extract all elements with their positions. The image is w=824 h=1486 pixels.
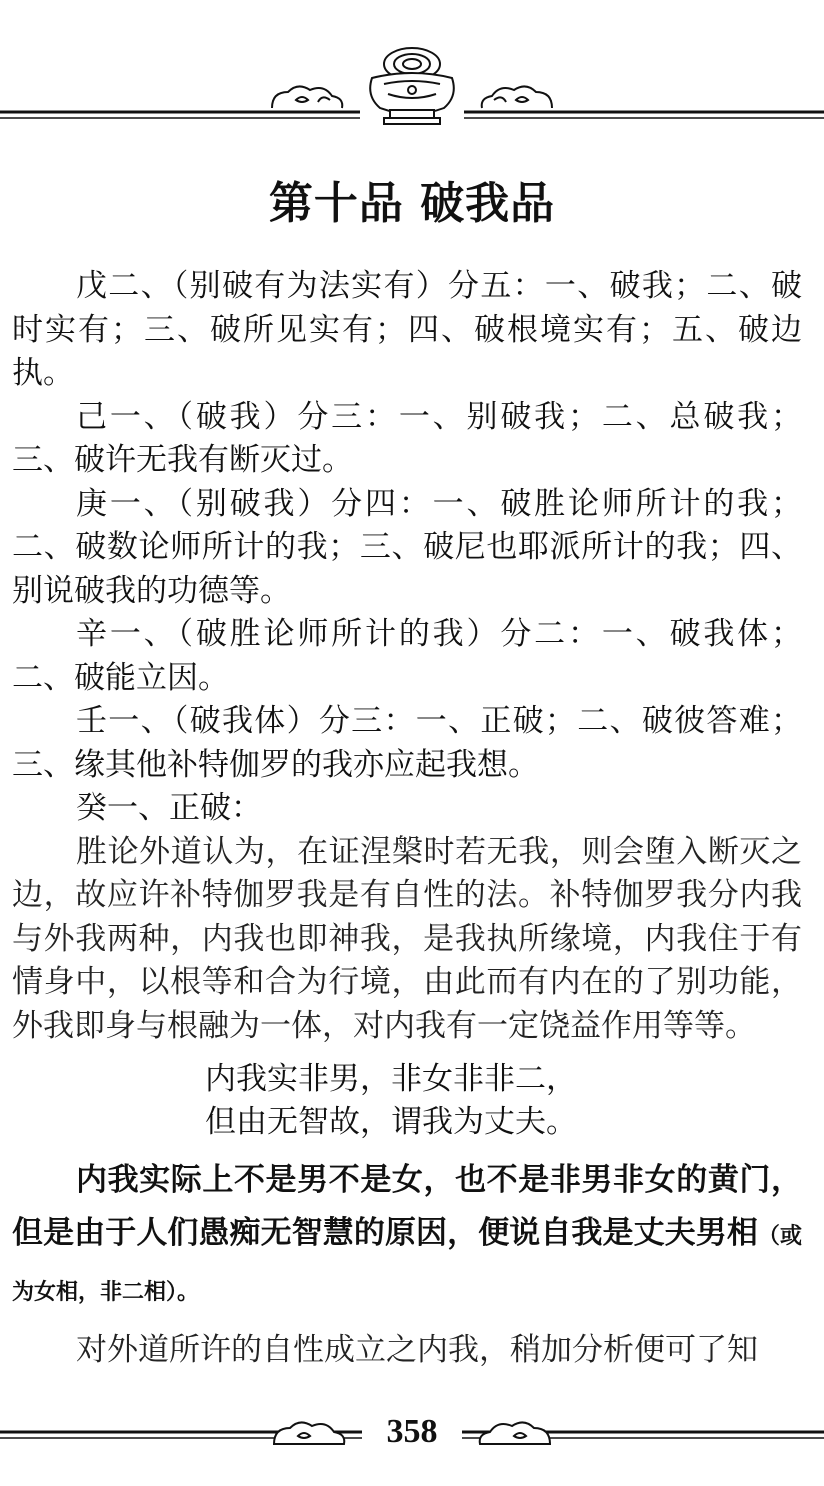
- footer-cloud-right-icon: [480, 1422, 550, 1444]
- outline-heading-4: 辛一、（破胜论师所计的我）分二：一、破我体；二、破能立因。: [12, 616, 802, 696]
- root-verse: [12, 1058, 802, 1144]
- verse-commentary: [12, 1154, 802, 1319]
- outline-heading-2: 己一、（破我）分三：一、别破我；二、总破我；三、破许无我有断灭过。: [12, 398, 802, 478]
- explanation-paragraph: 胜论外道认为，在证涅槃时若无我，则会堕入断灭之边，故应许补特伽罗我是有自性的法。补特伽罗我分内我与外我两种，内我也即神我，是我执所缘境，内我住于有情身中，以根等和合为行境，由此而有内在的了别功能，外我即身与根融为一体，对内我有一定饶益作用等等。: [12, 833, 802, 1044]
- top-ornament: [0, 38, 824, 132]
- outline-heading-3: 庚一、（别破我）分四：一、破胜论师所计的我；二、破数论师所计的我；三、破尼也耶派所计的我；四、别说破我的功德等。: [12, 485, 802, 609]
- page-number: 358: [362, 1412, 462, 1452]
- outline-heading-5: 壬一、（破我体）分三：一、正破；二、破彼答难；三、缘其他补特伽罗的我亦应起我想。: [12, 703, 802, 783]
- footer-cloud-left-icon: [274, 1422, 344, 1444]
- page-title: 第十品 破我品: [268, 178, 556, 229]
- vase-emblem-icon: [370, 48, 454, 124]
- continuing-paragraph: 对外道所许的自性成立之内我，稍加分析便可了知: [76, 1332, 758, 1368]
- outline-heading-1: 戊二、（别破有为法实有）分五：一、破我；二、破时实有；三、破所见实有；四、破根境实有；五、破边执。: [12, 268, 802, 391]
- outline-heading-6: 癸一、正破：: [76, 790, 262, 826]
- commentary-note: （或为女相，非二相）。: [12, 1223, 802, 1305]
- page-body: [12, 265, 802, 1372]
- cloud-right-icon: [482, 86, 552, 108]
- verse-line-1: 内我实非男，非女非非二，: [205, 1061, 577, 1097]
- commentary-text: 内我实际上不是男不是女，也不是非男非女的黄门，但是由于人们愚痴无智慧的原因，便说自我是丈夫男相: [12, 1162, 802, 1251]
- verse-line-2: 但由无智故，谓我为丈夫。: [205, 1104, 577, 1140]
- cloud-left-icon: [272, 86, 342, 108]
